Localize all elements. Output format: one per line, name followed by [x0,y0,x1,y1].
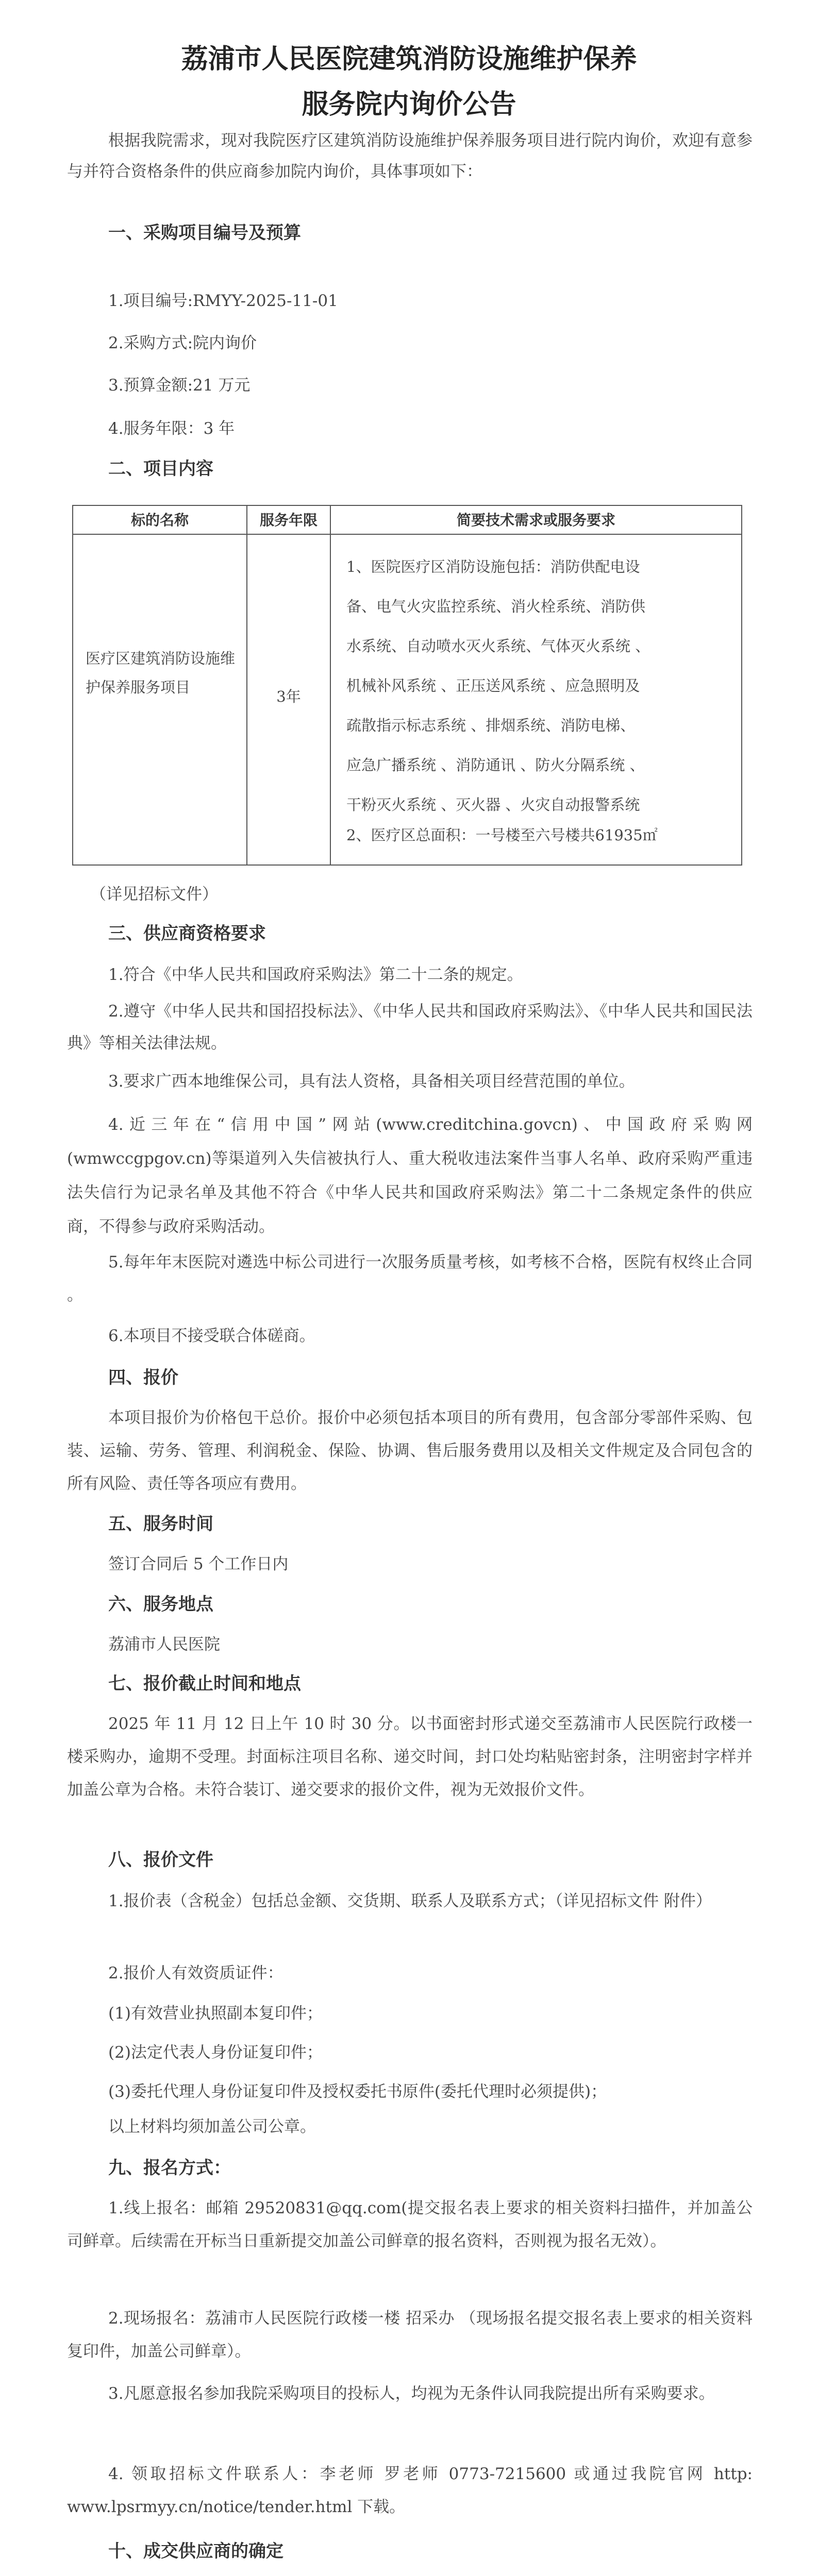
quotation-doc-2: 2.报价人有效资质证件： [108,1964,283,1982]
table-header-name: 标的名称 [130,512,189,529]
section4-heading: 四、报价 [108,1367,178,1388]
requirement-line: 1、医院医疗区消防设施包括：消防供配电设 [346,558,640,575]
quotation-paragraph: 本项目报价为价格包干总价。报价中必须包括本项目的所有费用，包含部分零部件采购、包装、运输、劳务、管理、利润税金、保险、协调、售后服务费用以及相关文件规定及合同包含的所有风险、责任等各项应有费用。 [67,1409,753,1493]
registration-online: 1.线上报名：邮箱 29520831@qq.com(提交报名表上要求的相关资料扫描件，并加盖公司鲜章。后续需在开标当日重新提交加盖公司鲜章的报名资料，否则视为报名无效）。 [67,2199,753,2250]
intro-paragraph: 根据我院需求，现对我院医疗区建筑消防设施维护保养服务项目进行院内询价，欢迎有意参与并符合资格条件的供应商参加院内询价，具体事项如下： [67,131,753,181]
requirement-line: 疏散指示标志系统 、排烟系统、消防电梯、 [346,717,636,734]
table-note: （详见招标文件） [90,885,218,904]
qualification-6: 6.本项目不接受联合体磋商。 [108,1327,315,1345]
section9-heading: 九、报名方式： [108,2158,231,2178]
doc-title-line2: 服务院内询价公告 [302,89,516,120]
quotation-doc-6: 以上材料均须加盖公司公章。 [108,2117,316,2136]
section7-heading: 七、报价截止时间和地点 [108,1673,301,1694]
section1-heading: 一、采购项目编号及预算 [108,223,301,243]
requirement-line: 应急广播系统 、消防通讯 、防火分隔系统 、 [346,756,645,774]
quotation-doc-1: 1.报价表（含税金）包括总金额、交货期、联系人及联系方式；（详见招标文件 附件） [108,1892,712,1910]
requirement-line: 干粉灭火系统 、灭火器 、火灾自动报警系统 [346,796,640,814]
doc-title-line1: 荔浦市人民医院建筑消防设施维护保养 [181,44,637,75]
table-header-years: 服务年限 [259,512,318,529]
deadline-paragraph: 2025 年 11 月 12 日上午 10 时 30 分。以书面密封形式递交至荔浦市人民医院行政楼一楼采购办，逾期不受理。封面标注项目名称、递交时间，封口处均粘贴密封条，注明密封字样并加盖公章为合格。未符合装订、递交要求的报价文件，视为无效报价文件。 [67,1715,753,1799]
table-header-requirements: 简要技术需求或服务要求 [456,512,615,529]
quotation-doc-4: (2)法定代表人身份证复印件； [108,2043,323,2062]
project-content-table [72,505,742,866]
section6-heading: 六、服务地点 [108,1594,213,1615]
section10-heading: 十、成交供应商的确定 [108,2541,283,2562]
table-cell-requirements [346,547,658,845]
service-years: 4.服务年限：3 年 [108,419,235,438]
requirement-line: 水系统、自动喷水灭火系统、气体灭火系统 、 [346,637,650,655]
requirement-line: 备、电气火灾监控系统、消火栓系统、消防供 [346,598,646,615]
section5-heading: 五、服务时间 [108,1514,213,1534]
table-cell-item-name: 医疗区建筑消防设施维护保养服务项目 [86,650,236,696]
service-time: 签订合同后 5 个工作日内 [108,1555,289,1573]
section2-heading: 二、项目内容 [108,459,213,479]
qualification-5: 5.每年年末医院对遴选中标公司进行一次服务质量考核，如考核不合格，医院有权终止合同 。 [67,1253,753,1304]
quotation-doc-5: (3)委托代理人身份证复印件及授权委托书原件(委托代理时必须提供)； [108,2082,607,2101]
registration-onsite: 2.现场报名：荔浦市人民医院行政楼一楼 招采办 （现场报名提交报名表上要求的相关资料复印件，加盖公司鲜章）。 [67,2309,753,2361]
requirement-line: 2、医疗区总面积：一号楼至六号楼共61935㎡ [346,826,658,844]
service-location: 荔浦市人民医院 [108,1635,220,1654]
budget-amount: 3.预算金额:21 万元 [108,376,251,395]
qualification-4: 4.近三年在“信用中国”网站(www.creditchina.govcn)、中国政府采购网(wmwccgpgov.cn)等渠道列入失信被执行人、重大税收违法案件当事人名单、政府采购严重违法失信行为记录名单及其他不符合《中华人民共和国政府采购法》第二十二条规定条件的供应商，不得参与政府采购活动。 [67,1115,753,1236]
table-cell-years: 3年 [276,688,301,705]
procurement-method: 2.采购方式:院内询价 [108,334,257,352]
registration-contact: 4. 领取招标文件联系人：李老师 罗老师 0773-7215600 或通过我院官网 http: www.lpsrmyy.cn/notice/tender.html 下载。 [67,2465,753,2516]
qualification-3: 3.要求广西本地维保公司，具有法人资格，具备相关项目经营范围的单位。 [108,1072,635,1091]
section3-heading: 三、供应商资格要求 [108,923,266,944]
qualification-2: 2.遵守《中华人民共和国招投标法》、《中华人民共和国政府采购法》、《中华人民共和国民法典》等相关法律法规。 [67,1002,753,1053]
project-number: 1.项目编号:RMYY-2025-11-01 [108,292,338,310]
requirement-line: 机械补风系统 、正压送风系统 、应急照明及 [346,677,640,694]
quotation-doc-3: (1)有效营业执照副本复印件； [108,2004,323,2023]
qualification-1: 1.符合《中华人民共和国政府采购法》第二十二条的规定。 [108,965,523,984]
registration-consent: 3.凡愿意报名参加我院采购项目的投标人，均视为无条件认同我院提出所有采购要求。 [108,2384,715,2403]
table-divider [330,506,331,865]
section8-heading: 八、报价文件 [108,1850,213,1870]
